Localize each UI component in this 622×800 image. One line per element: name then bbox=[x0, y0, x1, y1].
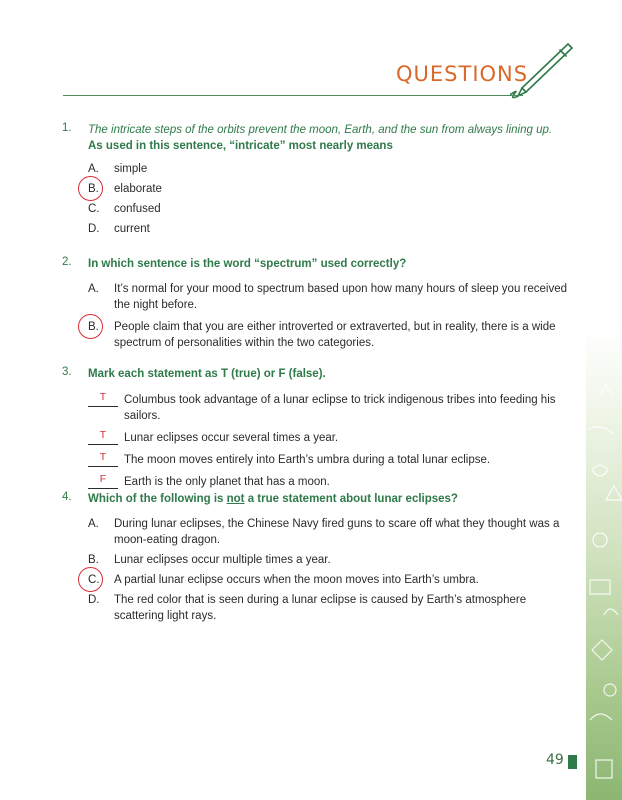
option-text: Lunar eclipses occur multiple times a year. bbox=[114, 554, 331, 566]
option-letter: B. bbox=[88, 554, 99, 566]
option-a[interactable] bbox=[88, 516, 578, 548]
statement-text: Earth is the only planet that has a moon. bbox=[124, 476, 330, 488]
option-d[interactable] bbox=[88, 592, 578, 624]
option-letter: A. bbox=[88, 283, 99, 295]
option-text: confused bbox=[114, 203, 161, 215]
question-stem: In which sentence is the word “spectrum” used correctly? bbox=[88, 258, 407, 270]
option-c[interactable] bbox=[88, 572, 578, 588]
question-stem: Mark each statement as T (true) or F (false). bbox=[88, 368, 326, 380]
question-prompt bbox=[88, 122, 578, 154]
header-rule bbox=[63, 95, 523, 96]
page-number-marker bbox=[568, 755, 577, 769]
option-a[interactable] bbox=[88, 161, 578, 177]
option-b[interactable] bbox=[88, 552, 578, 568]
pen-icon bbox=[510, 36, 580, 102]
answer-blank[interactable]: T bbox=[88, 430, 118, 445]
sidebar-doodle-band bbox=[586, 0, 622, 800]
question-number: 1. bbox=[62, 122, 72, 134]
statement-text: Lunar eclipses occur several times a year. bbox=[124, 432, 339, 444]
question-quote: The intricate steps of the orbits prevent the moon, Earth, and the sun from always lining up. bbox=[88, 124, 553, 136]
option-letter: D. bbox=[88, 594, 100, 606]
statement-text: Columbus took advantage of a lunar eclipse to trick indigenous tribes into feeding his sailors. bbox=[124, 394, 556, 422]
question-3 bbox=[62, 366, 578, 490]
answer-blank[interactable]: T bbox=[88, 392, 118, 407]
option-letter: C. bbox=[88, 574, 100, 586]
option-b[interactable] bbox=[88, 181, 578, 197]
page-number: 49 bbox=[546, 752, 564, 768]
option-text: current bbox=[114, 223, 150, 235]
question-2 bbox=[62, 256, 578, 351]
option-d[interactable] bbox=[88, 221, 578, 237]
sidebar-doodle-pattern bbox=[586, 0, 622, 800]
tf-statement bbox=[88, 474, 578, 490]
option-text: A partial lunar eclipse occurs when the moon moves into Earth’s umbra. bbox=[114, 574, 479, 586]
question-number: 2. bbox=[62, 256, 72, 268]
option-text: It’s normal for your mood to spectrum based upon how many hours of sleep you received the night before. bbox=[114, 283, 567, 311]
option-text: The red color that is seen during a lunar eclipse is caused by Earth’s atmosphere scattering light rays. bbox=[114, 594, 527, 622]
option-text: elaborate bbox=[114, 183, 162, 195]
answer-blank[interactable]: F bbox=[88, 474, 118, 489]
option-letter: D. bbox=[88, 223, 100, 235]
answer-blank[interactable]: T bbox=[88, 452, 118, 467]
option-b[interactable] bbox=[88, 319, 578, 351]
stem-underlined: not bbox=[226, 493, 245, 505]
stem-part: a true statement about lunar eclipses? bbox=[244, 493, 458, 505]
option-text: During lunar eclipses, the Chinese Navy fired guns to scare off what they thought was a moon-eating dragon. bbox=[114, 518, 560, 546]
option-letter: A. bbox=[88, 163, 99, 175]
tf-statement bbox=[88, 452, 578, 468]
question-4 bbox=[62, 491, 578, 624]
option-letter: B. bbox=[88, 183, 99, 195]
question-stem bbox=[88, 491, 578, 507]
option-text: People claim that you are either introverted or extraverted, but in reality, there is a wide spectrum of personalities within the two categories. bbox=[114, 321, 556, 349]
statement-text: The moon moves entirely into Earth’s umbra during a total lunar eclipse. bbox=[124, 454, 491, 466]
tf-statement bbox=[88, 430, 578, 446]
option-letter: B. bbox=[88, 321, 99, 333]
tf-statement bbox=[88, 392, 578, 424]
question-number: 3. bbox=[62, 366, 72, 378]
stem-part: Which of the following is bbox=[88, 493, 227, 505]
question-number: 4. bbox=[62, 491, 72, 503]
question-stem: As used in this sentence, “intricate” most nearly means bbox=[88, 140, 393, 152]
page-title: QUESTIONS bbox=[396, 62, 529, 86]
option-a[interactable] bbox=[88, 281, 578, 313]
option-text: simple bbox=[114, 163, 148, 175]
option-letter: C. bbox=[88, 203, 100, 215]
question-1 bbox=[62, 122, 578, 237]
option-c[interactable] bbox=[88, 201, 578, 217]
option-letter: A. bbox=[88, 518, 99, 530]
